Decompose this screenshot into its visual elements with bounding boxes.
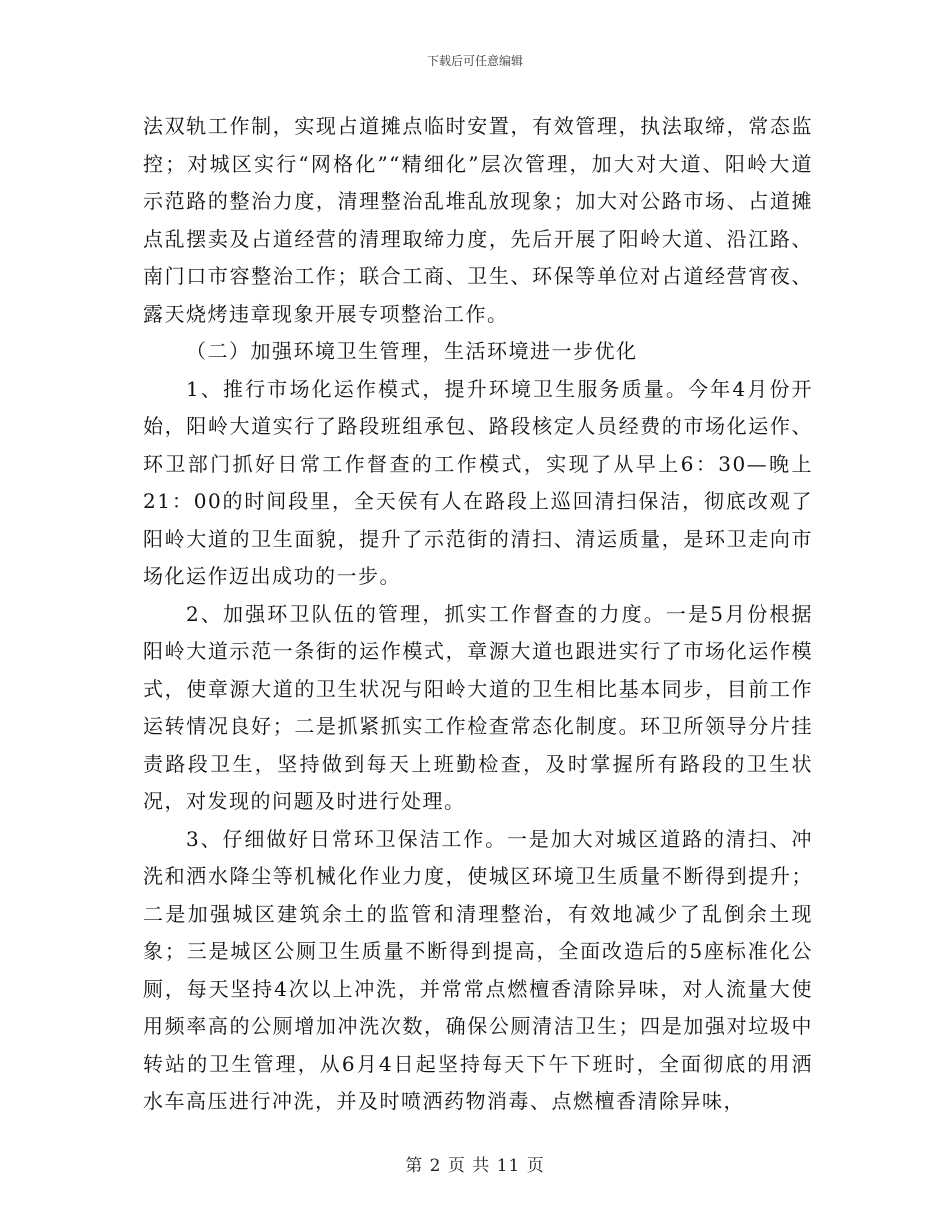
paragraph-item-1: 1、推行市场化运作模式，提升环境卫生服务质量。今年4月份开始，阳岭大道实行了路段班组承包、路段核定人员经费的市场化运作、环卫部门抓好日常工作督查的工作模式，实现了从早上6：30—晚上21：00的时间段里，全天侯有人在路段上巡回清扫保洁，彻底改观了阳岭大道的卫生面貌，提升了示范街的清扫、清运质量，是环卫走向市场化运作迈出成功的一步。: [143, 376, 813, 588]
document-body: [143, 108, 813, 1121]
page-number: 第 2 页 共 11 页: [405, 1156, 545, 1176]
paragraph-item-3: 3、仔细做好日常环卫保洁工作。一是加大对城区道路的清扫、冲洗和洒水降尘等机械化作业力度，使城区环境卫生质量不断得到提升；二是加强城区建筑余土的监管和清理整治，有效地减少了乱倒余土现象；三是城区公厕卫生质量不断得到提高，全面改造后的5座标准化公厕，每天坚持4次以上冲洗，并常常点燃檀香清除异味，对人流量大使用频率高的公厕增加冲洗次数，确保公厕清洁卫生；四是加强对垃圾中转站的卫生管理，从6月4日起坚持每天下午下班时，全面彻底的用洒水车高压进行冲洗，并及时喷洒药物消毒、点燃檀香清除异味，: [143, 826, 813, 1113]
paragraph-item-2: 2、加强环卫队伍的管理，抓实工作督查的力度。一是5月份根据阳岭大道示范一条街的运作模式，章源大道也跟进实行了市场化运作模式，使章源大道的卫生状况与阳岭大道的卫生相比基本同步，目前工作运转情况良好；二是抓紧抓实工作检查常态化制度。环卫所领导分片挂责路段卫生，坚持做到每天上班勤检查，及时掌握所有路段的卫生状况，对发现的问题及时进行处理。: [143, 601, 813, 813]
section-heading: （二）加强环境卫生管理，生活环境进一步优化: [186, 339, 638, 363]
paragraph-continuation: 法双轨工作制，实现占道摊点临时安置，有效管理，执法取缔，常态监控；对城区实行“网格化”“精细化”层次管理，加大对大道、阳岭大道示范路的整治力度，清理整治乱堆乱放现象；加大对公路市场、占道摊点乱摆卖及占道经营的清理取缔力度，先后开展了阳岭大道、沿江路、南门口市容整治工作；联合工商、卫生、环保等单位对占道经营宵夜、露天烧烤违章现象开展专项整治工作。: [143, 114, 813, 326]
page-header-note: 下载后可任意编辑: [426, 54, 523, 68]
